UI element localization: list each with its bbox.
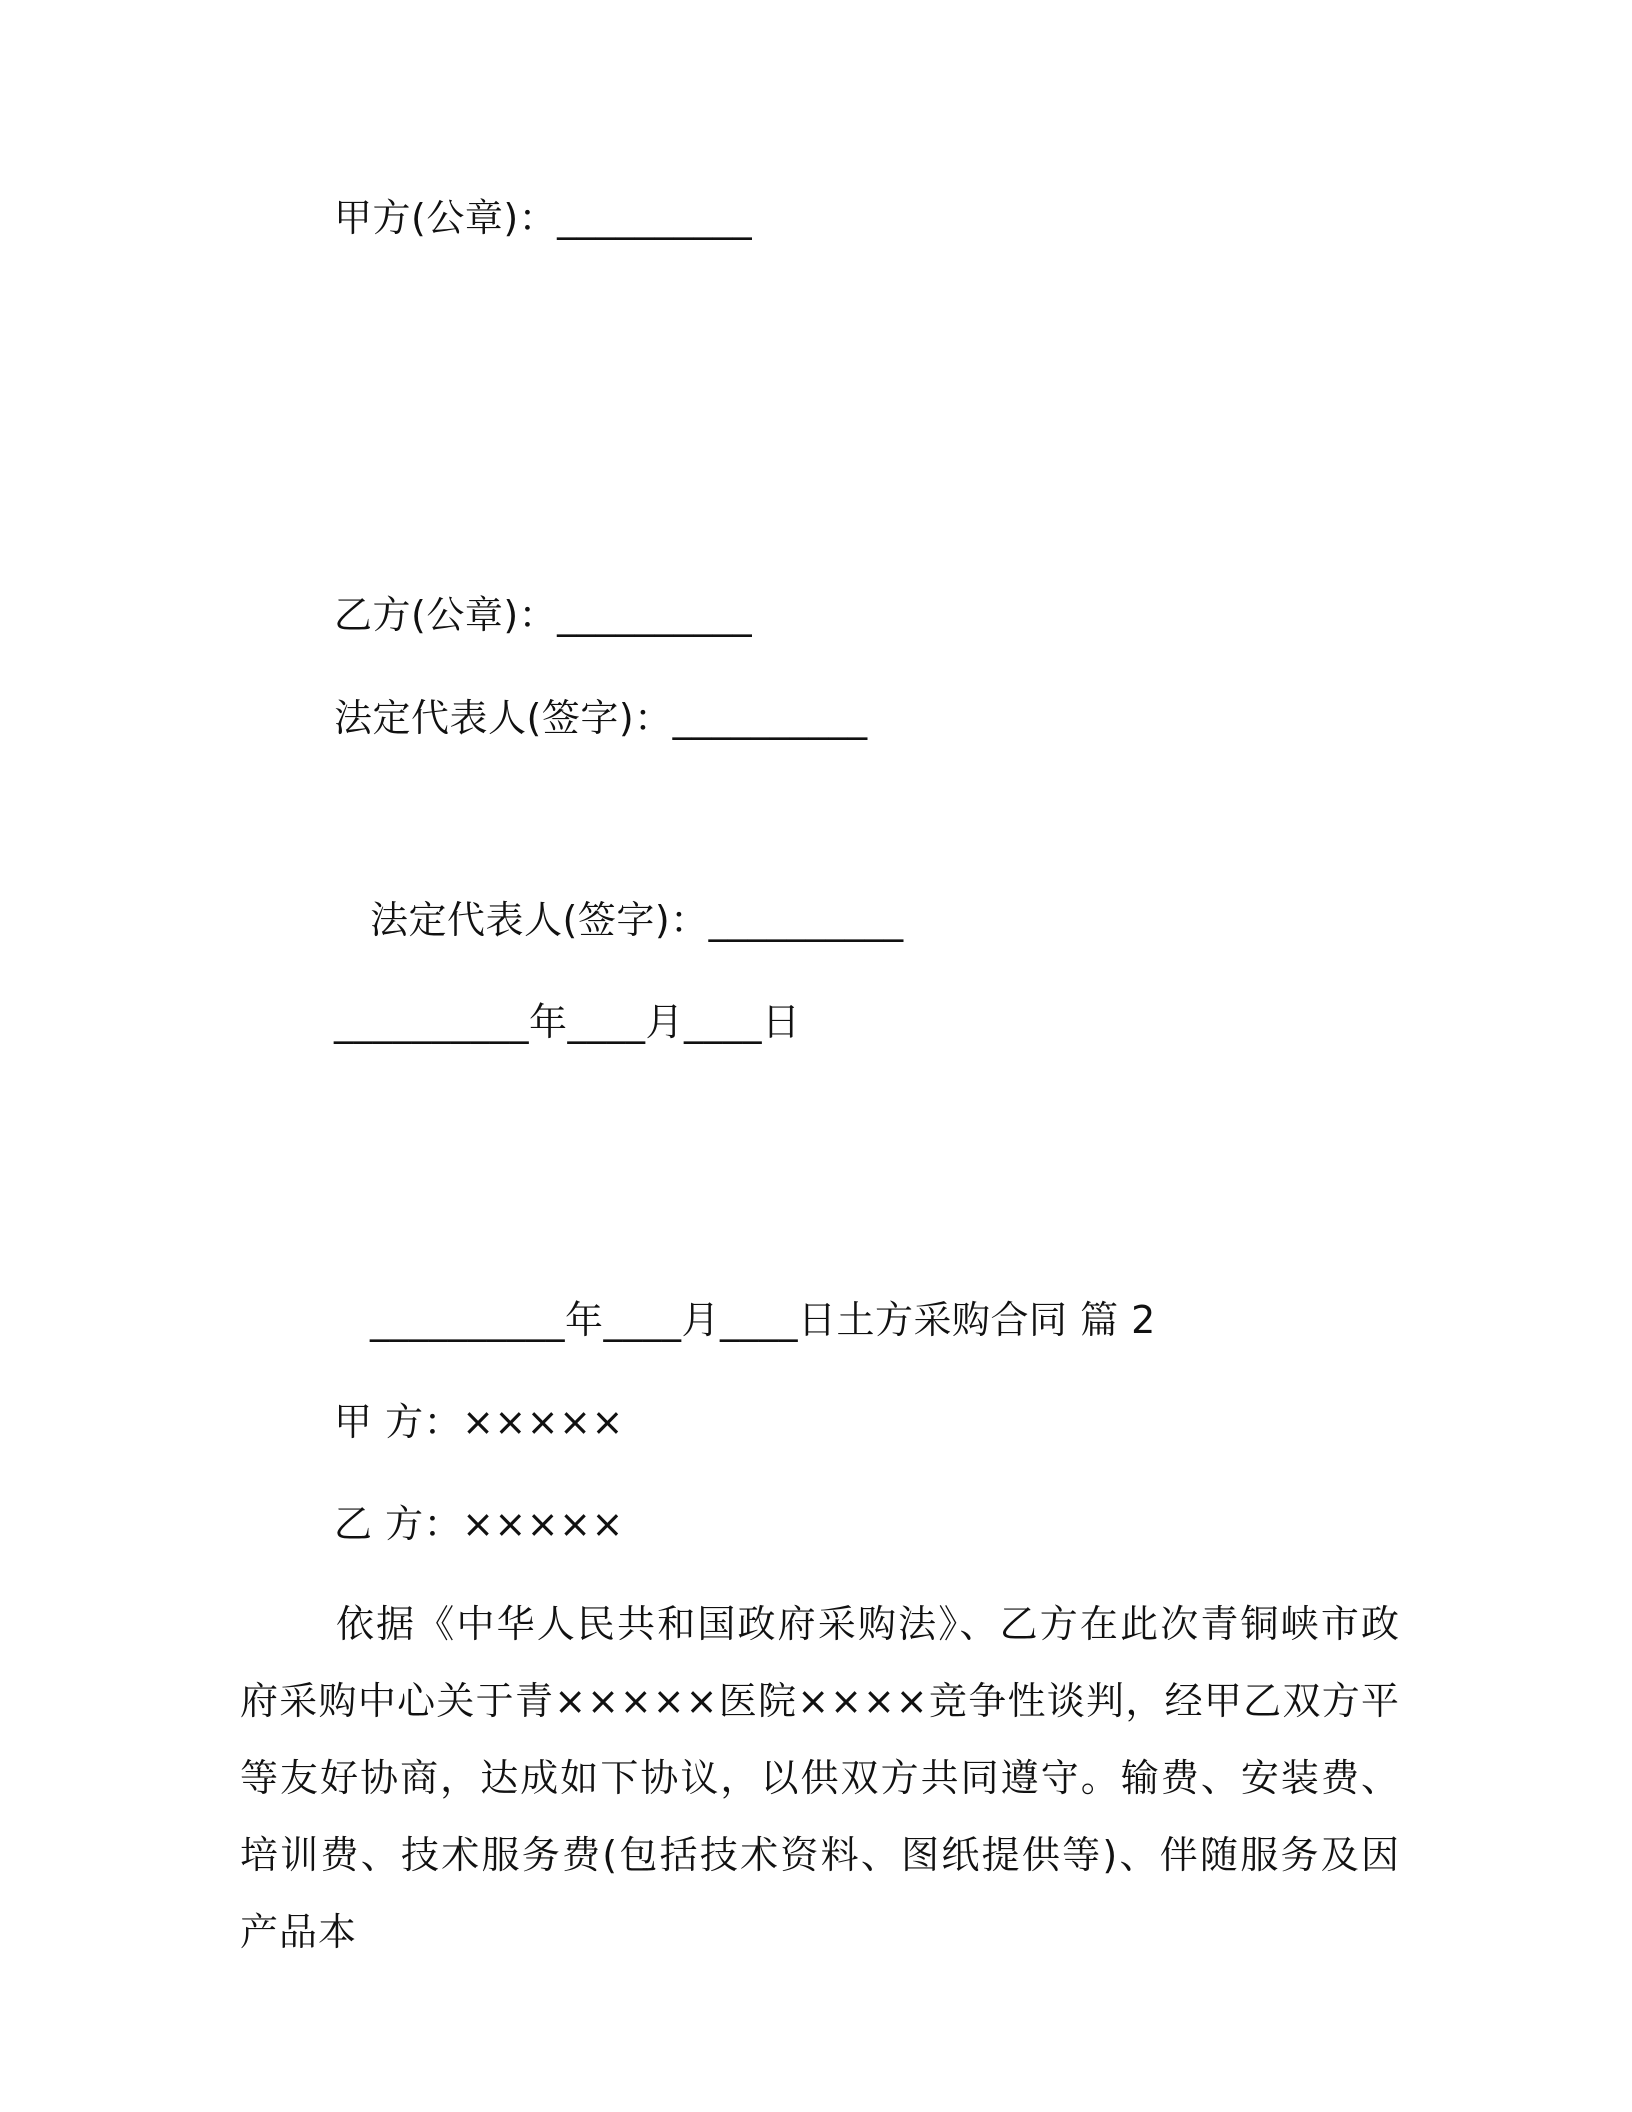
- legal-rep-signature-line-2: 法定代表人(签字)：__________: [370, 898, 904, 942]
- party-a-seal-line: 甲方(公章)：__________: [334, 196, 753, 240]
- party-a-line: 甲 方：×××××: [334, 1400, 624, 1444]
- party-b-seal-line: 乙方(公章)：__________: [334, 593, 753, 637]
- date-line: __________年____月____日: [334, 1000, 801, 1044]
- party-b-line: 乙 方：×××××: [334, 1502, 624, 1546]
- contract-body-paragraph: 依据《中华人民共和国政府采购法》、乙方在此次青铜峡市政府采购中心关于青×××××医院××××竞争性谈判，经甲乙双方平等友好协商，达成如下协议，以供双方共同遵守。输费、安装费、培训费、技术服务费(包括技术资料、图纸提供等)、伴随服务及因产品本: [240, 1602, 1400, 1954]
- section-heading: __________年____月____日土方采购合同 篇 2: [370, 1298, 1156, 1342]
- legal-rep-signature-line: 法定代表人(签字)：__________: [334, 696, 868, 740]
